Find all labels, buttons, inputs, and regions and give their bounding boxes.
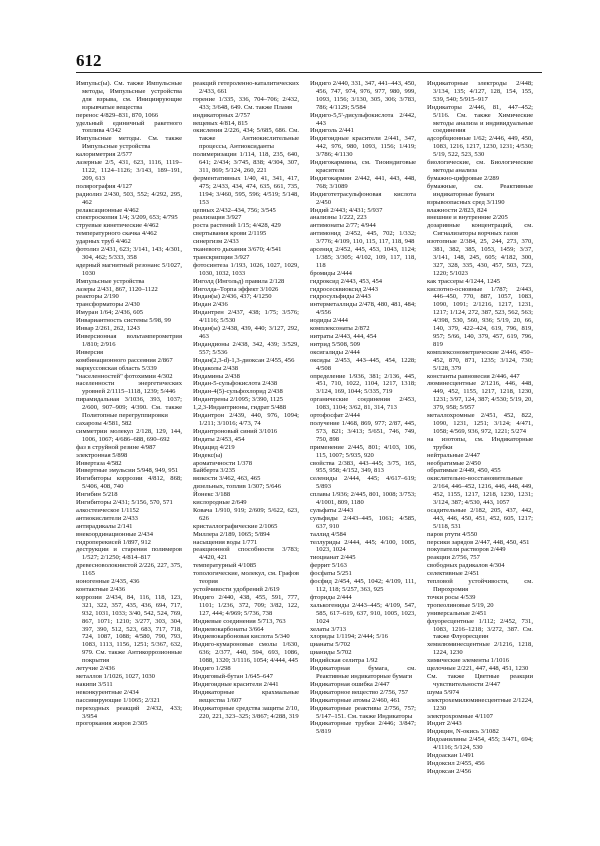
index-entry: цианаты 5/702 xyxy=(310,641,351,649)
index-entry: ферментативных 1/40, 41, 341, 417, 475; 2/433, 434, 474, 635, 661, 735, 1194; 3/460, 595, 596; 4/519; 5/148, 153 xyxy=(193,174,299,206)
index-entry: Индигокармин 2/442, 441, 443, 448, 768; 3/1089 xyxy=(310,174,416,190)
index-entry: осадительные 2/182, 205, 437, 442, 443, 446, 450, 451, 452, 605, 1217; 5/118, 531 xyxy=(427,506,533,530)
index-entry: Ингибиторы 2/431; 5/156, 570, 571 xyxy=(76,499,173,507)
index-entry: Инвертные эмульсии 5/948, 949, 951 xyxy=(76,467,179,475)
index-entry: комплексонометрические 2/446, 450–452, 870, 871, 1235; 3/124, 730; 5/128, 379 xyxy=(427,348,533,372)
index-entry: Инвариантность системы 5/98, 99 xyxy=(76,317,171,325)
index-entry: вязкости 3/462, 463, 465 xyxy=(193,475,261,483)
index-entry: фосфид 2/454, 445, 1042; 4/109, 111, 112, 118; 5/257, 363, 925 xyxy=(310,578,416,593)
index-entry: гидросульфиды 2/443 xyxy=(310,293,371,301)
index-entry: гидроперекисей 1/897, 912 xyxy=(76,538,151,546)
index-entry: Индиевокарбонаты 3/664 xyxy=(193,625,264,633)
index-entry: Индиготетрасульфоновая кислота 2/450 xyxy=(310,190,416,206)
index-entry: реакции 2/756, 757 xyxy=(427,554,480,562)
index-entry: тропеолиновые 5/19, 20 xyxy=(427,601,494,609)
index-entry: интерметаллиды 2/478, 480, 481, 484; 4/556 xyxy=(310,301,416,317)
index-entry: окислительно-восстановительные 2/164, 446–452, 1216, 446, 448, 449, 452, 1155, 1217, 1218, 1230, 1231; 3/124, 387; 4/530, 443, 1057 xyxy=(427,475,533,507)
index-entry: Индиго 1/298 xyxy=(193,665,231,673)
index-entry: нитраты 2/443, 444, 454 xyxy=(310,333,377,340)
index-entry: Индикаторы 2/446, 81, 447–452; 5/116. См. также Химические методы анализа и индивидуальные соединения xyxy=(427,103,533,135)
index-entry: антиокислители 2/433 xyxy=(76,514,138,522)
index-entry: пирамидальная 3/1036, 393, 1037; 2/600, 907–909; 4/390. См. также Политопные перегруппировки xyxy=(76,396,182,420)
index-entry: Индоксан 2/456 xyxy=(427,767,472,775)
index-entry: бумажные, см. Реактивные индикаторные бумаги xyxy=(427,182,533,198)
index-entry: реакций гетероленно-каталитических 2/433, 661 xyxy=(193,80,299,95)
index-entry: индикаторных 2/757 xyxy=(193,111,251,119)
index-entry: дозаривные концентраций, см. Сигнализаторы ворчных газов xyxy=(427,222,533,238)
index-entry: комплексонаты 2/872 xyxy=(310,325,370,333)
index-entry: Индикаторные трубки 2/446; 3/847; 5/819 xyxy=(310,720,416,736)
index-entry: свободных радикалов 4/304 xyxy=(427,562,505,570)
index-entry: удельный единичный ракетного топлива 4/342 xyxy=(76,119,182,135)
index-entry: взрывоопасных сред 3/1190 xyxy=(427,198,505,206)
index-entry: Индан(ы) 2/438, 439, 440; 3/127, 292, 463 xyxy=(193,325,299,340)
index-entry: синергизм 2/433 xyxy=(193,238,239,246)
index-entry: Миллера 2/189, 1065; 5/894 xyxy=(193,530,270,538)
index-entry: обратимые 2/449, 450, 455 xyxy=(427,467,501,475)
index-entry: Индиго-кумароновые смолы 1/630, 636; 2/377, 440, 594, 693, 1086, 1088, 1320; 3/1116, 1054; 4/444, 445 xyxy=(193,641,299,665)
index-entry: константы равновесия 2/446, 447 xyxy=(427,372,520,380)
index-entry: Индекс(ы) xyxy=(193,451,223,459)
index-entry: селективные 2/451 xyxy=(427,570,480,578)
index-entry: Инголд (Ингольд) правила 2/128 xyxy=(193,277,285,285)
index-entry: лазеры 2/431, 867, 1120–1122 xyxy=(76,285,158,293)
index-entry: тканевого дыхания 3/670; 4/541 xyxy=(193,246,282,254)
index-entry: транскрипции 3/927 xyxy=(193,253,250,261)
index-entry: Индигоидные красители 2/441 xyxy=(193,680,279,688)
index-entry: населенности энергетических уровней 2/1115–1118, 1239; 5/446 xyxy=(76,380,182,396)
index-entry: кислородные 2/649 xyxy=(193,499,247,507)
index-entry: селениды 2/444, 445; 4/617–619; 5/893 xyxy=(310,475,416,491)
index-entry: халькогениды 2/443–445; 4/109, 547, 585, 617–619, 637, 910, 1005, 1023, 1024 xyxy=(310,601,416,625)
index-entry: ионогенные 2/435, 436 xyxy=(76,578,140,586)
index-entry: Индит 2/443 xyxy=(427,720,462,728)
index-entry: реализация 3/927 xyxy=(193,214,242,222)
index-entry: Индантрены 2/1095; 3/390, 1125 xyxy=(193,396,283,404)
index-entry: гидроксид 2/443, 453, 454 xyxy=(310,277,383,285)
index-entry: коррозии 2/434, 84, 116, 118, 123, 321, 322, 357, 435, 436, 694, 717, 932, 1031, 1033; 3/40, 542, 524, 769, 867, 1071; 1210; 3/277, 303, 304, 397, 390, 512, 523, 683, 717, 718, 724, 1087, 1088; 4/580, 790, 793, 1083, 1113, 1156, 1251; 5/367, 632, 979. См. также Антикоррозионные покрытия xyxy=(76,593,182,665)
index-entry: химические элементы 1/1016 xyxy=(427,657,510,665)
index-entry: Инвар 2/261, 262, 1243 xyxy=(76,325,140,333)
index-entry: Индикаторное вещество 2/756, 757 xyxy=(310,688,409,696)
index-entry: Индоанилины 2/454, 455; 3/471, 694; 4/1116; 5/124, 530 xyxy=(427,736,533,752)
index-entry: Индаколы 2/438 xyxy=(193,364,239,372)
index-entry: точки росы 4/539 xyxy=(427,593,476,601)
index-entry: См. также Цветные реакции чувствительности 2/447 xyxy=(427,672,533,688)
index-entry: таллид 4/584 xyxy=(310,530,347,538)
index-column-4 xyxy=(427,80,533,776)
index-entry: 1,2,3-Индантрионы, гидрат 5/488 xyxy=(193,404,287,412)
index-entry: ядерный магнитный резонанс 5/1027, 1030 xyxy=(76,261,182,277)
index-entry: пассивирующие 1/1065; 2/321 xyxy=(76,696,160,704)
index-entry: Индиго-5,5'-дисульфокислота 2/442, 443 xyxy=(310,111,416,127)
index-entry: Импульсные устройства xyxy=(76,277,145,285)
index-entry: Индигоидные красители 2/441, 347, 442, 976, 980, 1093, 1156; 1/419; 3/786; 4/1130 xyxy=(310,135,416,159)
index-entry: Инголда–Торпа эффект 3/1026 xyxy=(193,285,279,293)
index-entry: горение 1/335, 336, 704–706; 2/432, 433; 3/648, 649. См. также Пламя xyxy=(193,95,299,111)
index-entry: Индантроновый синий 3/1016 xyxy=(193,427,278,435)
index-entry: щелочные 2/221, 447, 448, 451, 1230 xyxy=(427,665,529,673)
index-entry: Байберта 3/235 xyxy=(193,467,236,475)
index-entry: фотосинтеза 1/193, 1026, 1027, 1029, 1030, 1032, 1033 xyxy=(193,261,299,277)
index-entry: металлов 1/1026, 1027, 1030 xyxy=(76,672,155,680)
index-entry: Индикаторные средства защиты 2/10, 220, 221, 323–325; 3/867; 4/288, 319 xyxy=(193,704,299,720)
index-entry: полимеризации 1/114, 118, 235, 640, 641; 2/434; 3/745, 838; 4/304, 307, 311, 869; 5/124, 260, 221 xyxy=(193,151,299,174)
index-entry: реакционной способности 3/783; 4/420, 421 xyxy=(193,546,299,562)
index-entry: определение 1/936, 381; 2/136, 445, 451, 710, 1022, 1104, 1217, 1318; 3/124, 169, 1044; 5/335, 719 xyxy=(310,372,416,396)
index-entry: Индан(ы) 2/436, 437; 4/1250 xyxy=(193,293,272,301)
index-entry: алкостеическое 1/1152 xyxy=(76,506,140,514)
index-entry: Индиевые соединения 5/713, 763 xyxy=(193,617,286,625)
index-entry: антимонид 2/452, 445, 702; 1/332; 3/776; 4/109, 110, 115, 117, 118, 948 xyxy=(310,230,416,246)
index-entry: оксигалиды 2/444 xyxy=(310,348,360,356)
index-entry: Индицин, N-окись 3/1082 xyxy=(427,728,499,736)
index-entry: металлохромные 2/451, 452, 822, 1090, 1231, 1251; 3/124; 4/471, 1058; 4/569, 936, 972, 1221; 5/274 xyxy=(427,412,533,435)
index-entry: иодиды 2/444 xyxy=(310,317,348,325)
index-entry: прогоркания жиров 2/305 xyxy=(76,720,148,728)
index-entry: Индоаскан 1/491 xyxy=(427,752,475,760)
index-entry: Индиговый-бутан 1/645–647 xyxy=(193,672,273,680)
index-entry: Индиго 2/440, 331, 347, 441–443, 450, 456, 747, 974, 976, 977, 980, 999, 1093, 1156; 3/130, 305, 306; 3/783, 786; 4/1129; 5/584 xyxy=(310,80,416,111)
index-entry: ароматичности 1/378 xyxy=(193,459,252,467)
index-entry: неконкурентные 2/434 xyxy=(76,688,139,696)
index-entry: Индигокармины, см. Тиоиндиговые красители xyxy=(310,159,416,174)
index-entry: Индамины 2/438 xyxy=(193,372,240,380)
index-entry: хелаты 3/713 xyxy=(310,625,347,633)
index-entry: комбинационного рассеяния 2/867 xyxy=(76,356,173,364)
index-entry: паров ртути 4/550 xyxy=(427,530,478,538)
index-entry: Индикаторная бумага, см. Реактивные индикаторные бумаги xyxy=(310,665,416,680)
index-entry: влажности 2/823, 824 xyxy=(427,206,487,214)
index-entry: нейтральные 2/447 xyxy=(427,451,481,459)
index-entry: устойчивости удобрений 2/619 xyxy=(193,586,280,593)
index-entry: адсорбционные 1/62; 2/446, 449, 450, 1083, 1216, 1217, 1230, 1231; 4/530; 5/19, 522, 523, 530 xyxy=(427,135,533,159)
index-entry: Индикаторная ошибка 2/447 xyxy=(310,680,390,688)
index-entry: симметрии молекул 2/128, 129, 144, 1006, 1067; 4/686–688, 690–692 xyxy=(76,427,182,443)
index-entry: спектроскопия 1/4; 3/209, 653; 4/795 xyxy=(76,214,178,222)
index-entry: тиоцианат 2/445 xyxy=(310,554,356,562)
index-entry: маркуссовская область 5/339 xyxy=(76,364,157,372)
index-entry: бумажно-цифровые 2/289 xyxy=(427,174,500,182)
index-entry: Инверсия xyxy=(76,348,104,356)
index-entry: кислотно-основные 1/787; 2/443, 446–450, 770, 887, 1057, 1083, 1090, 1091; 2/1216, 1217, 1231, 1217; 1/124, 272, 387, 523, 562, 563; 4/398, 530, 560, 936; 5/19, 20, 66, 140, 379, 422–424, 619, 796, 819, 957; 5/66, 140, 379, 457, 619, 796, 819 xyxy=(427,285,533,348)
index-entry: как трассеры 4/1244, 1245 xyxy=(427,277,501,285)
index-entry: окисления 2/226, 434; 5/685, 686. См. также Антиокислительные процессы, Антиоксиданты xyxy=(193,127,299,151)
index-entry: хемилюминесцентные 2/1216, 1218, 1224, 1230 xyxy=(427,641,533,657)
index-entry: хлориды 1/1194; 2/444; 5/16 xyxy=(310,633,388,641)
index-entry: Индикаторные реактивы 2/756, 757; 5/147–151. См. также Индикаторы xyxy=(310,704,416,720)
index-entry: Индаты 2/453, 454 xyxy=(193,435,245,443)
index-entry: реакторы 2/190 xyxy=(76,293,119,301)
index-entry: Индан(2,3-d)-1,3-диоксан 2/455, 456 xyxy=(193,356,295,364)
index-entry: Индиевокарбоновая кислота 5/340 xyxy=(193,633,290,641)
index-entry: феррит 5/163 xyxy=(310,562,347,570)
index-entry: цианиды 5/702 xyxy=(310,649,352,657)
index-entry: Индантрен 2/437, 438; 1/75; 3/576; 4/1116; 5/530 xyxy=(193,309,299,325)
index-entry: Индан 2/436 xyxy=(193,301,228,309)
index-entry: переходных реакций 2/432, 433; 3/954 xyxy=(76,704,182,720)
index-entry: Имуран 1/64; 2/436, 605 xyxy=(76,309,144,317)
index-entry: насыщения воды 1/771 xyxy=(193,538,258,546)
index-entry: свойства 2/383, 443–445; 3/75, 165, 955, 958; 4/152, 349, 813 xyxy=(310,459,416,475)
index-entry: калориметрия 2/577 xyxy=(76,151,133,159)
index-entry: шума 5/974 xyxy=(427,688,460,696)
index-entry: температурный 4/1085 xyxy=(193,562,257,570)
header-rule xyxy=(76,72,542,73)
index-entry: Индикаторные крахмальные вещества 1/607 xyxy=(193,688,299,704)
index-entry: нитрид 5/508, 509 xyxy=(310,340,361,348)
index-entry: радиолиз 2/430, 503, 552; 4/292, 295, 462 xyxy=(76,190,182,206)
index-entry: Индийская селитра 1/92 xyxy=(310,657,378,665)
index-entry: Индан-4(5)-сульфохлорид 2/438 xyxy=(193,388,283,396)
index-entry: деструкции и старения полимеров 1/527; 2/1250; 4/814–817 xyxy=(76,546,182,562)
index-entry: гидросесквиоксид 2/443 xyxy=(310,285,379,293)
index-entry: Импульс(ы). См. также Импульсные методы, Импульсные устройства для взрыва, см. Инициирующие взрывчатые вещества xyxy=(76,80,182,111)
index-entry: теллуриды 2/444, 445; 4/100, 1005, 1023, 1024 xyxy=(310,538,416,554)
index-entry: применение 2/445, 801; 4/103, 106, 115, 1007; 5/935, 920 xyxy=(310,443,416,459)
index-entry: тепловой устойчивости, см. Пирохромия xyxy=(427,578,533,593)
index-entry: Импульсные методы. См. также Импульсные устройства xyxy=(76,135,182,151)
index-entry: полярография 4/127 xyxy=(76,182,133,190)
index-entry: Индантрон 2/439, 440, 976, 1094; 1/211; 3/1016; 4/73, 74 xyxy=(193,412,299,427)
index-column-2 xyxy=(193,80,299,720)
index-entry: летучие 2/436 xyxy=(76,665,115,673)
index-entry: Ингибиторы коррозии 4/812, 868; 5/406, 408, 740 xyxy=(76,475,182,491)
index-entry: лазерные 2/5, 431, 623, 1116, 1119–1122, 1124–1126; 3/143, 189–191, 209, 613 xyxy=(76,159,182,182)
index-entry: Индий 2/443; 4/431; 5/937 xyxy=(310,206,383,214)
index-entry: Индиго 2/440, 438, 455, 591, 777, 1101; 1/236, 372, 709; 3/82, 122, 127, 444; 4/969; 5/736, 738 xyxy=(193,593,299,617)
index-entry: Индацид 4/219 xyxy=(193,443,235,451)
index-entry: электронная 5/898 xyxy=(76,451,128,459)
index-entry: антирадикалы 2/141 xyxy=(76,522,133,530)
index-entry: внешние и внутренние 2/205 xyxy=(427,214,508,222)
index-entry: релаксационные 4/462 xyxy=(76,206,139,214)
index-entry: цепных 2/432–434, 756; 3/545 xyxy=(193,206,276,214)
index-entry: Индан-5-сульфокислота 2/438 xyxy=(193,380,278,388)
index-entry: перенос 4/829–831, 870, 1066 xyxy=(76,111,159,119)
index-entry: накипи 3/511 xyxy=(76,680,113,688)
index-entry: сахарозы 4/581, 582 xyxy=(76,419,132,427)
index-entry: арсенид 2/452, 445, 453, 1043, 1124; 1/385; 3/305; 4/102, 109, 117, 118, 118 xyxy=(310,246,416,269)
index-entry: струевые кинетические 4/462 xyxy=(76,222,159,230)
index-entry: изотопные 2/384, 25, 244, 273, 370, 381, 382, 385, 1053, 1459; 3/37, 3/141, 148, 245, 605; 4/182, 300, 327, 328, 335, 430, 457, 503, 723, 1220; 5/1023 xyxy=(427,238,533,277)
index-entry: биологические, см. Биологические методы анализа xyxy=(427,159,533,174)
index-entry: Ингибин 5/218 xyxy=(76,491,118,499)
index-entry: анализны 1/222, 223 xyxy=(310,214,367,222)
index-entry: Инвертаза 4/582 xyxy=(76,459,122,467)
index-entry: Индандионы 2/438, 342, 439; 3/529, 557; 5/536 xyxy=(193,340,299,356)
index-entry: ортофосфат 2/444 xyxy=(310,412,360,420)
index-entry: необратимые 2/450 xyxy=(427,459,481,467)
index-entry: электрохемилюминесцентные 2/1224, 1230 xyxy=(427,696,533,712)
index-entry: фториды 2/444 xyxy=(310,593,352,601)
index-entry: ударных труб 4/462 xyxy=(76,238,131,246)
index-entry: Ковача 1/910, 919; 2/609; 5/622, 623, 626 xyxy=(193,506,299,522)
index-entry: получение 1/468, 869, 977; 2/87, 445, 573, 821; 3/413; 5/651, 746, 749, 750, 898 xyxy=(310,419,416,443)
index-entry: фотолиз 2/431, 623; 3/141, 143; 4/301, 304, 462; 5/333, 358 xyxy=(76,246,182,261)
index-entry: контактные 2/436 xyxy=(76,586,126,593)
index-entry: Йонекс 3/188 xyxy=(193,491,231,499)
index-entry: Индикаторные атомы 2/460, 461 xyxy=(310,696,401,704)
index-entry: бромиды 2/444 xyxy=(310,269,352,277)
index-entry: температурного скачка 4/462 xyxy=(76,230,157,238)
index-entry: флуоресцентные 1/112; 2/452, 731, 1083, 1216–1218; 3/272, 387. См. также Флуоресцеин xyxy=(427,617,533,641)
index-entry: Индоксил 2/455, 456 xyxy=(427,759,485,767)
index-entry: топологические, молекул, см. Графов теория xyxy=(193,570,299,586)
index-entry: на изотопы, см. Индикаторные трубки xyxy=(427,435,533,451)
index-entry: вещевых 4/814, 815 xyxy=(193,119,248,127)
index-entry: оксиды 2/453, 443–445, 454, 1228; 4/508 xyxy=(310,356,416,372)
index-entry: роста растений 1/15; 4/428, 429 xyxy=(193,222,281,230)
index-entry: персики зарядов 2/447, 448, 450, 451 xyxy=(427,538,530,546)
index-entry: сульфиды 2/443–445, 1061; 4/585, 637, 910 xyxy=(310,514,416,530)
index-entry: фосфаты 5/251 xyxy=(310,570,352,578)
index-entry: покупатели растворов 2/449 xyxy=(427,546,506,554)
index-entry: органические соединения 2/453, 1083, 1104; 3/62, 81, 314, 713 xyxy=(310,396,416,412)
index-entry: Индикаторные электроды 2/448; 3/134, 135; 4/127, 128, 154, 155, 539, 540; 5/915–917 xyxy=(427,80,533,103)
index-entry: электрохромные 4/1107 xyxy=(427,712,493,720)
index-entry: сплавы 1/936; 2/445, 801, 1008; 3/753; 4/1001, 809, 1180 xyxy=(310,491,416,507)
index-column-1 xyxy=(76,80,182,728)
index-entry: свертывания крови 2/1195 xyxy=(193,230,267,238)
page-number: 612 xyxy=(76,51,102,70)
index-entry: внекоординационные 2/434 xyxy=(76,530,154,538)
index-entry: дизельных, топлив 1/307; 5/646 xyxy=(193,483,281,491)
index-entry: фаз в струйной резине 4/987 xyxy=(76,443,156,451)
index-entry: древесноволокнистой 2/226, 227, 375, 1165 xyxy=(76,562,182,578)
index-entry: "населенностей" фотохимии 4/302 xyxy=(76,372,173,380)
index-entry: люминесцентные 2/1216, 446, 448, 449, 452, 1155, 1217, 1218, 1230, 1231; 3/97, 124, 387; 4/530; 5/19, 20, 379, 958; 5/957 xyxy=(427,380,534,412)
index-entry: сульфаты 2/443 xyxy=(310,506,354,514)
index-entry: кристаллографические 2/1065 xyxy=(193,522,278,530)
index-entry: антимонаты 2/77; 4/944 xyxy=(310,222,376,230)
index-entry: трансформаторы 2/430 xyxy=(76,301,140,309)
index-entry: универсальные 2/451 xyxy=(427,609,487,617)
index-entry: Индиголь 2/441 xyxy=(310,127,354,135)
index-column-3 xyxy=(310,80,416,736)
index-entry: Инверсионная вольтамперометрия 1/810; 2/916 xyxy=(76,333,182,348)
